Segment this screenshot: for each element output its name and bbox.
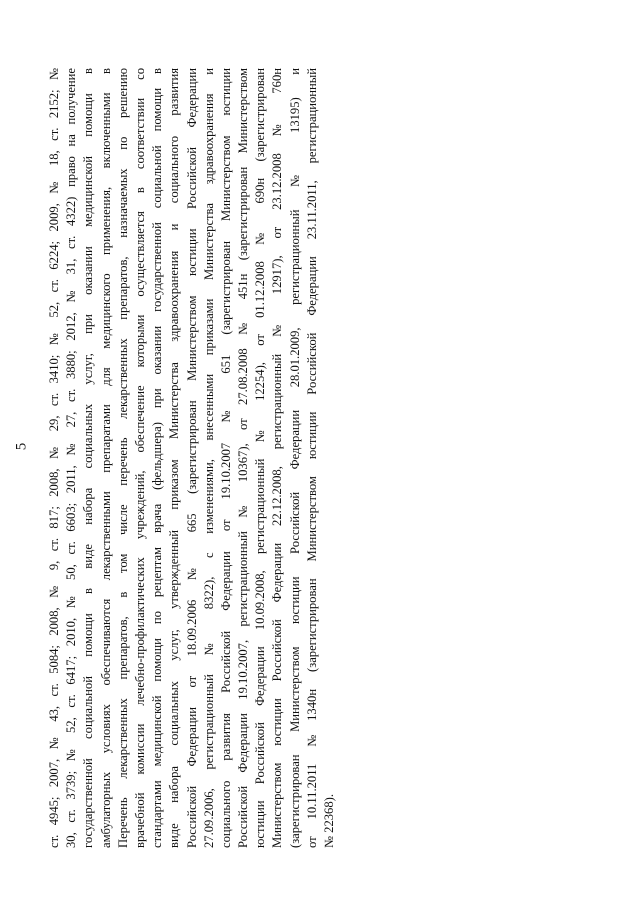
text-line: от 10.11.2011 №1340н (зарегистрирован Министерством юстиции Российской Федерации 23.11.2011, регистрационный bbox=[304, 68, 319, 848]
page-number: 5 bbox=[13, 442, 30, 451]
text-line: стандартами медицинской помощи по рецептам врача (фельдшера) при оказании государственной социальной помощи в bbox=[150, 68, 165, 848]
text-line: юстиции Российской Федерации 10.09.2008, регистрационный № 12254), от 01.12.2008 № 690н (зарегистрирован bbox=[253, 68, 268, 848]
text-line: (зарегистрирован Министерством юстиции Российской Федерации 28.01.2009, регистрационный № 13195) и bbox=[287, 68, 302, 848]
text-line: Российской Федерации от 18.09.2006 № 665 (зарегистрирован Министерством юстиции Российской Федерации bbox=[184, 68, 199, 848]
text-line: ст. 4945; 2007, № 43, ст. 5084; 2008, № 9, ст. 817; 2008, № 29, ст. 3410; № 52, ст. 6224; 2009, № 18, ст. 2152; № bbox=[47, 68, 61, 848]
text-line: 27.09.2006, регистрационный № 8322), с изменениями, внесенными приказами Министерства здравоохранения и bbox=[201, 68, 216, 848]
text-line: виде набора социальных услуг, утвержденный приказом Министерства здравоохранения и социального развития bbox=[167, 68, 182, 848]
text-line: № 22368). bbox=[322, 794, 336, 848]
text-line: Министерством юстиции Российской Федерации 22.12.2008, регистрационный № 12917), от 23.12.2008 № 760н bbox=[270, 68, 285, 848]
text-line: врачебной комиссии лечебно-профилактических учреждений, обеспечение которыми осуществляется в соответствии со bbox=[132, 68, 147, 848]
text-line: государственной социальной помощи в виде набора социальных услуг, при оказании медицинской помощи в bbox=[81, 68, 96, 848]
text-line: социального развития Российской Федерации от 19.10.2007 № 651 (зарегистрирован Министерством юстиции bbox=[218, 68, 233, 848]
text-line: амбулаторных условиях обеспечиваются лекарственными препаратами для медицинского применения, включенными в bbox=[98, 68, 113, 848]
document-body-text bbox=[46, 68, 336, 848]
text-line: Перечень лекарственных препаратов, в том числе перечень лекарственных препаратов, назначаемых по решению bbox=[115, 68, 130, 848]
text-line: Российской Федерации 19.10.2007, регистрационный № 10367), от 27.08.2008 № 451н (зарегистрирован Министерством bbox=[236, 68, 251, 848]
text-line: 30, ст. 3739; № 52, ст. 6417; 2010, № 50, ст. 6603; 2011, № 27, ст. 3880; 2012, № 31, ст. 4322) право на получение bbox=[64, 68, 79, 848]
